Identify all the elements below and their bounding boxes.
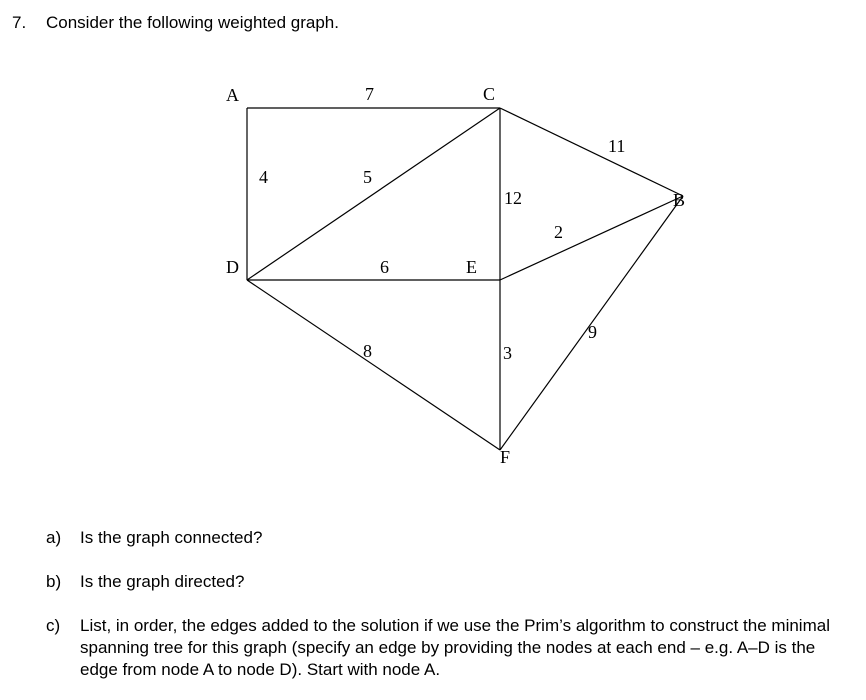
question-prompt: Consider the following weighted graph. <box>46 13 339 32</box>
edge-C-B <box>500 108 683 196</box>
edge-D-C <box>247 108 500 280</box>
sub-question-b <box>46 571 846 593</box>
question-number: 7. <box>12 13 27 32</box>
weight-D-F: 8 <box>363 341 372 361</box>
sub-question-b-text: Is the graph directed? <box>80 572 245 591</box>
node-label-B: B <box>673 190 686 210</box>
node-label-C: C <box>483 84 496 104</box>
weight-B-F: 9 <box>588 322 597 342</box>
weight-A-C: 7 <box>365 84 374 104</box>
weight-E-B: 2 <box>554 222 563 242</box>
weight-C-E: 12 <box>504 188 522 208</box>
node-label-D: D <box>226 257 239 277</box>
sub-question-b-label: b) <box>46 572 62 591</box>
weight-A-D: 4 <box>259 167 268 187</box>
sub-question-c <box>46 615 846 681</box>
edge-D-F <box>247 280 500 450</box>
edge-E-B <box>500 196 683 280</box>
weight-D-E: 6 <box>380 257 389 277</box>
sub-question-a-text: Is the graph connected? <box>80 528 263 547</box>
sub-question-a-label: a) <box>46 528 62 547</box>
weight-E-F: 3 <box>503 343 512 363</box>
weight-D-C: 5 <box>363 167 372 187</box>
sub-question-c-label: c) <box>46 616 61 635</box>
node-label-F: F <box>500 447 511 467</box>
node-label-E: E <box>466 257 477 277</box>
node-label-A: A <box>226 85 239 105</box>
weight-C-B: 11 <box>608 136 626 156</box>
sub-question-a <box>46 527 846 549</box>
sub-question-c-text: List, in order, the edges added to the solution if we use the Prim’s algorithm to construct the minimal spanning tree for this graph (specify an edge by providing the nodes at each end – e.g. A–D is the edge from node A to node D). Start with node A. <box>80 616 830 679</box>
